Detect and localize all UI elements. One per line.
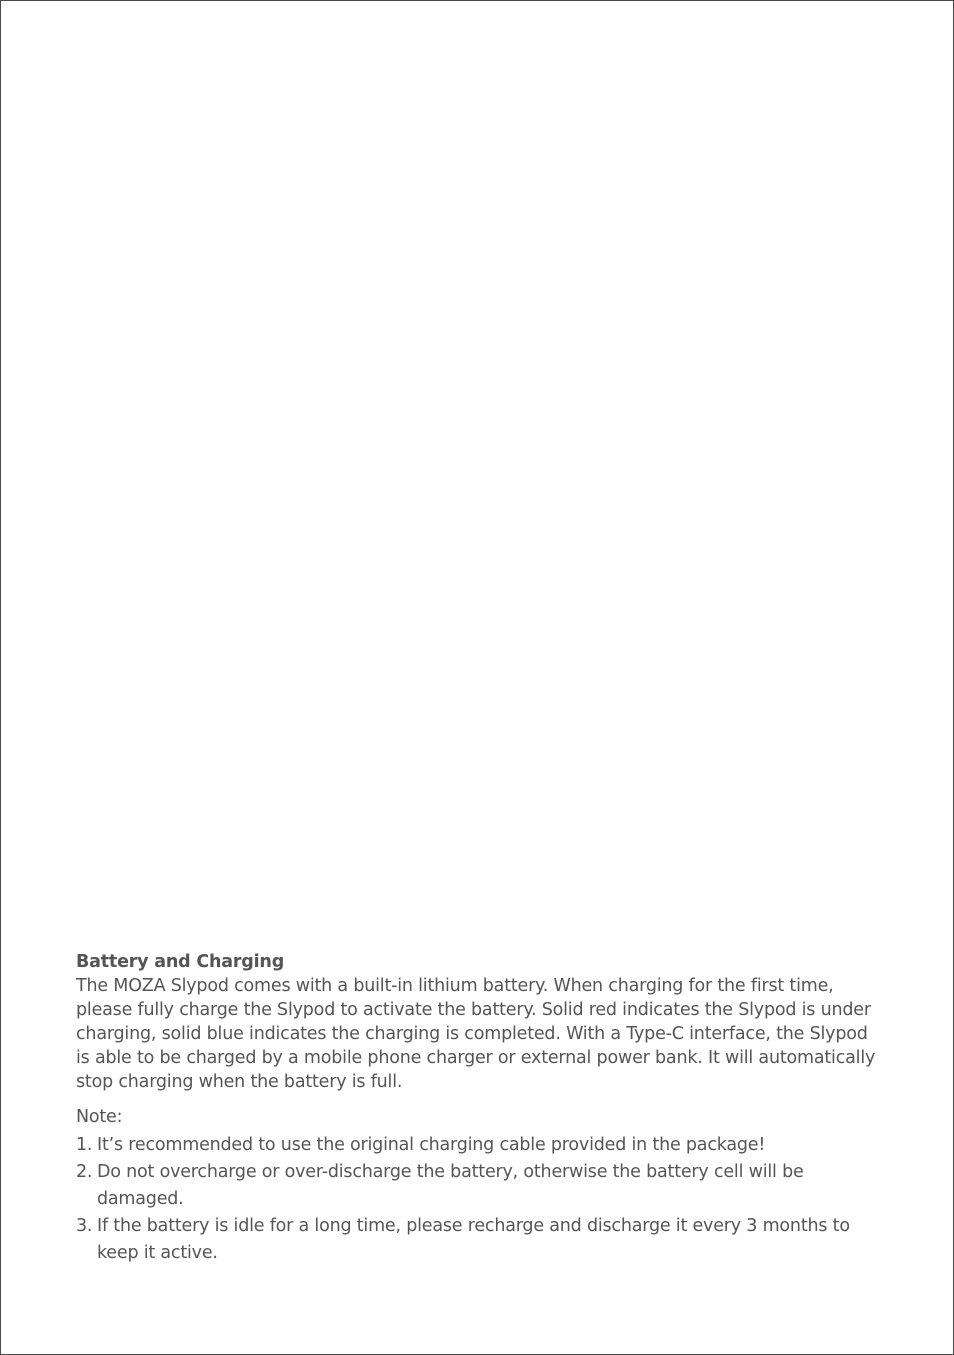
note-item (76, 1213, 886, 1267)
battery-section (76, 950, 886, 1267)
note-text: If the battery is idle for a long time, please recharge and discharge it every 3 months to keep it active. (97, 1216, 850, 1263)
note-text: Do not overcharge or over-discharge the battery, otherwise the battery cell will be damaged. (97, 1162, 804, 1209)
note-item (76, 1132, 886, 1159)
section-body: The MOZA Slypod comes with a built-in lithium battery. When charging for the first time, please fully charge the Slypod to activate the battery. Solid red indicates the Slypod is under charging, solid blue indicates the charging is completed. With a Type-C interface, the Slypod is able to be charged by a mobile phone charger or external power bank. It will automatically stop charging when the battery is full. (76, 976, 876, 1092)
note-item (76, 1159, 886, 1213)
note-list (76, 1132, 886, 1267)
note-number: 3. (76, 1216, 93, 1236)
note-number: 2. (76, 1162, 93, 1182)
note-label: Note: (76, 1107, 123, 1127)
section-heading: Battery and Charging (76, 952, 285, 972)
note-number: 1. (76, 1135, 93, 1155)
note-text: It’s recommended to use the original charging cable provided in the package! (97, 1135, 766, 1155)
